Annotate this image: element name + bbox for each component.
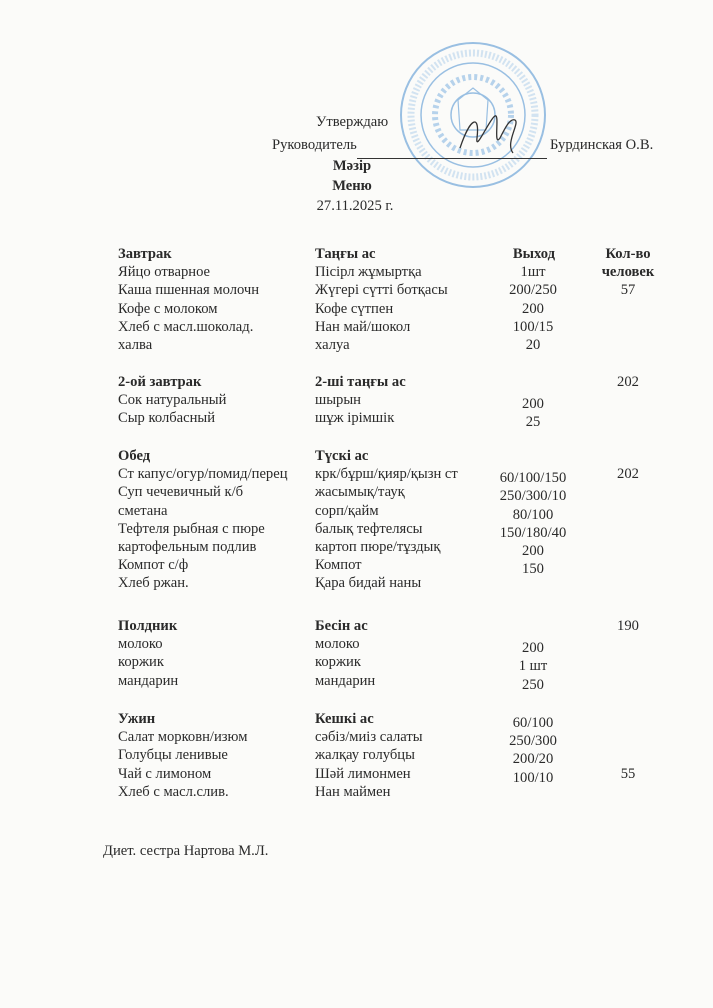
section-title-ru: Полдник [118, 618, 178, 634]
count-header-2: человек [601, 264, 655, 280]
section-people-count: 57 [620, 282, 636, 299]
dish-name-kz: сәбіз/миіз салаты [315, 729, 423, 746]
dish-output: 250/300 [509, 733, 557, 750]
dish-name-ru: картофельным подлив [118, 539, 257, 555]
dish-output: 80/100 [512, 506, 554, 523]
dish-name-ru: Чай с лимоном [118, 765, 212, 782]
dish-output: 200 [522, 543, 544, 559]
dish-name-ru: Хлеб с масл.слив. [118, 783, 229, 800]
dish-output: 200 [522, 396, 544, 413]
approve-label: Утверждаю [316, 114, 389, 130]
dish-name-ru: халва [118, 337, 153, 353]
dish-name-kz: Пісірл жұмыртқа [315, 264, 422, 281]
dish-name-ru: Яйцо отварное [118, 264, 211, 281]
dish-name-kz: жалқау голубцы [315, 747, 415, 764]
section-title-ru: 2-ой завтрак [118, 374, 202, 390]
dish-output: 200 [522, 300, 544, 317]
dish-name-kz: Кофе сүтпен [315, 300, 394, 317]
dish-name-kz: шырын [315, 392, 361, 409]
section-title-kz: Таңғы ас [315, 246, 376, 262]
dish-name-kz: картоп пюре/тұздық [315, 539, 441, 555]
section-title-ru: Завтрак [118, 246, 172, 262]
dish-output: 1шт [520, 264, 546, 281]
section-title-kz: Түскі ас [315, 448, 369, 464]
dish-name-kz: Нан май/шокол [315, 318, 411, 335]
dish-name-ru: сметана [118, 502, 168, 519]
dish-name-ru: Ст капус/огур/помид/перец [118, 466, 288, 483]
section-people-count: 202 [617, 466, 639, 483]
section-people-count: 55 [620, 765, 636, 782]
dish-name-ru: Хлеб с масл.шоколад. [118, 318, 254, 335]
dish-name-kz: коржик [315, 654, 361, 671]
dish-name-kz: халуа [315, 337, 350, 353]
dish-name-ru: Кофе с молоком [118, 300, 218, 317]
dish-output: 60/100 [512, 715, 554, 731]
signature-line [357, 158, 547, 159]
section-title-kz: Кешкі ас [315, 711, 374, 727]
section-title-kz: Бесін ас [315, 618, 368, 634]
dish-name-kz: сорп/қайм [315, 502, 379, 519]
dish-output: 200 [522, 640, 544, 657]
dish-name-ru: Каша пшенная молочн [118, 282, 260, 299]
section-people-count: 202 [617, 374, 639, 390]
dish-name-ru: коржик [118, 654, 164, 671]
dish-name-ru: Суп чечевичный к/б [118, 484, 244, 501]
dish-output: 150/180/40 [499, 524, 567, 541]
dish-name-ru: молоко [118, 636, 163, 653]
dish-name-kz: крк/бұрш/қияр/қызн ст [315, 466, 458, 483]
dish-output: 1 шт [518, 658, 548, 675]
count-header-1: Кол-во [605, 246, 651, 262]
title-kz: Мәзір [332, 158, 372, 174]
dish-name-ru: Хлеб ржан. [118, 575, 189, 592]
dish-name-ru: Голубцы ленивые [118, 747, 228, 764]
dish-output: 200/250 [509, 282, 557, 299]
dish-name-ru: Салат морковн/изюм [118, 729, 248, 746]
dietitian-signature: Диет. сестра Нартова М.Л. [103, 843, 269, 859]
dish-output: 200/20 [512, 751, 554, 768]
dish-name-kz: Шәй лимонмен [315, 765, 411, 782]
dish-name-kz: жасымық/тауқ [315, 484, 405, 501]
dish-name-kz: Компот [315, 557, 362, 574]
title-ru: Меню [332, 178, 372, 194]
director-name: Бурдинская О.В. [550, 137, 654, 153]
dish-name-kz: Қара бидай наны [315, 575, 422, 592]
dish-name-kz: Нан маймен [315, 783, 391, 800]
dish-name-kz: шұж ірімшік [315, 410, 395, 427]
output-header: Выход [512, 246, 556, 262]
dish-name-ru: Компот с/ф [118, 557, 189, 574]
menu-date: 27.11.2025 г. [316, 198, 394, 214]
dish-output: 20 [525, 337, 541, 353]
dish-name-kz: мандарин [315, 672, 376, 689]
position-label: Руководитель [272, 137, 357, 153]
dish-name-kz: балық тефтелясы [315, 520, 423, 537]
dish-name-kz: молоко [315, 636, 360, 653]
dish-name-ru: Сыр колбасный [118, 410, 216, 427]
dish-name-kz: Жүгері сүтті ботқасы [315, 282, 448, 299]
section-title-ru: Ужин [118, 711, 156, 727]
dish-output: 250 [522, 676, 544, 693]
section-title-ru: Обед [118, 448, 151, 464]
dish-output: 150 [522, 561, 544, 578]
section-people-count: 190 [617, 618, 639, 634]
dish-name-ru: Сок натуральный [118, 392, 227, 409]
dish-output: 100/10 [512, 769, 554, 786]
dish-output: 250/300/10 [499, 488, 567, 505]
dish-output: 25 [525, 414, 541, 431]
dish-output: 60/100/150 [499, 470, 567, 487]
section-title-kz: 2-ші таңғы ас [315, 374, 406, 390]
dish-name-ru: мандарин [118, 672, 179, 689]
dish-output: 100/15 [512, 318, 554, 335]
signature [455, 108, 525, 158]
dish-name-ru: Тефтеля рыбная с пюре [118, 520, 265, 537]
